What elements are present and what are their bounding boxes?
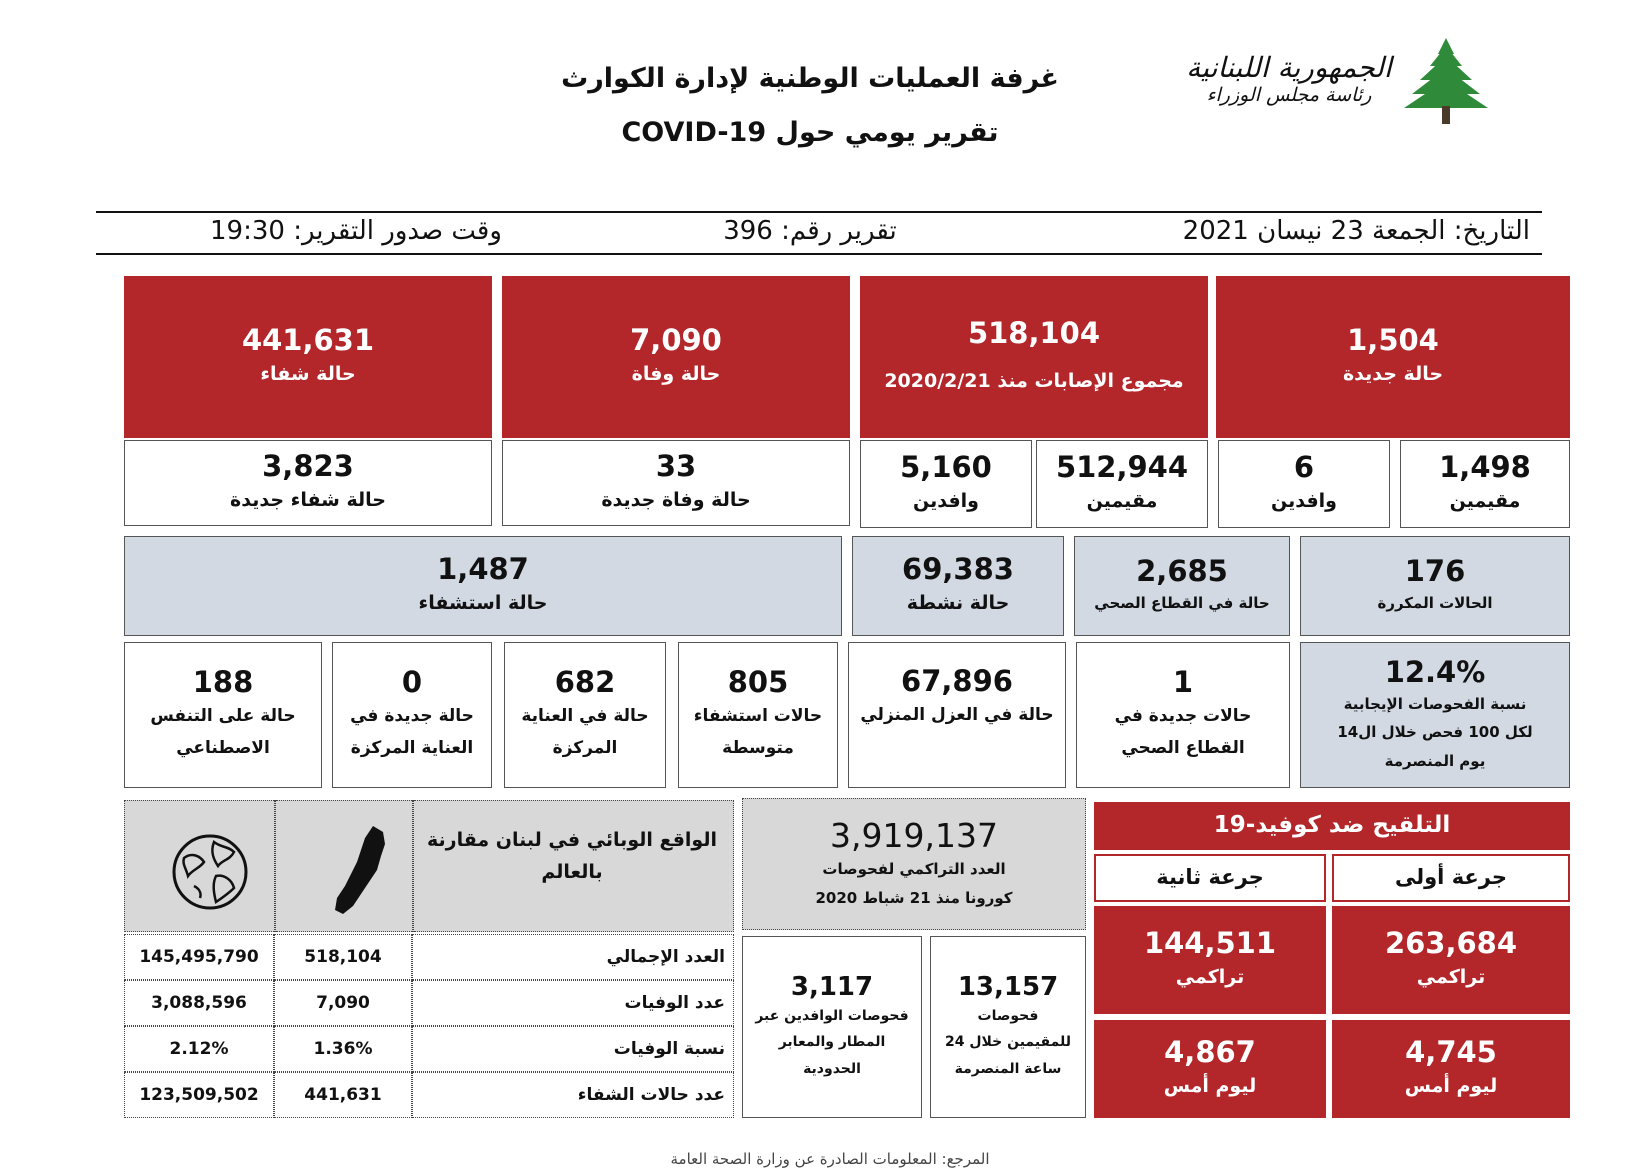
ventilator-line1: حالة على التنفس (150, 706, 296, 727)
new-recovered-label: حالة شفاء جديدة (230, 489, 386, 512)
new-deaths (502, 440, 850, 526)
home-isolation-value: 67,896 (901, 664, 1013, 699)
lebanon-total-cell: 518,104 (274, 934, 412, 980)
lebanon-mortality-cell: 1.36% (274, 1026, 412, 1072)
comparison-divider-1 (274, 800, 276, 932)
cedar-logo-icon (1398, 36, 1494, 128)
first-dose-yesterday (1332, 1020, 1570, 1118)
total-cases-value: 518,104 (967, 316, 1101, 351)
ventilator-value: 188 (192, 665, 254, 700)
hospitalized-value: 1,487 (437, 552, 529, 587)
new-icu-line1: حالة جديدة في (350, 706, 474, 727)
new-cases-arrivals-value: 6 (1293, 450, 1315, 485)
icu-cases (504, 642, 666, 788)
lebanon-deaths-cell: 7,090 (274, 980, 412, 1026)
repeated-cases-label: الحالات المكررة (1377, 594, 1493, 613)
deaths-value: 7,090 (630, 323, 722, 358)
arrival-tests-value: 3,117 (790, 971, 874, 1002)
emblem-text (1178, 36, 1400, 120)
hospitalized-label: حالة استشفاء (418, 592, 548, 615)
repeated-cases (1300, 536, 1570, 636)
row-label-total: العدد الإجمالي (412, 934, 734, 980)
health-sector-value: 2,685 (1136, 554, 1228, 589)
resident-tests-line1: فحوصات (977, 1007, 1039, 1024)
new-recovered (124, 440, 492, 526)
first-dose-header (1332, 854, 1570, 902)
health-sector-label: حالة في القطاع الصحي (1094, 594, 1270, 613)
first-dose-cumulative-value: 263,684 (1384, 926, 1518, 961)
comparison-heading-line2: بالعالم (541, 861, 603, 883)
new-icu-cases (332, 642, 492, 788)
home-isolation-line1: حالة في العزل المنزلي (860, 705, 1054, 726)
arrival-tests-line2: المطار والمعابر (778, 1034, 886, 1051)
emblem-line1: الجمهورية اللبنانية (1186, 50, 1392, 84)
world-total-cell: 145,495,790 (124, 934, 274, 980)
page-subtitle: تقرير يومي حول COVID-19 (621, 116, 999, 148)
cumulative-tests-line1: العدد التراكمي لفحوصات (822, 860, 1006, 879)
resident-tests (930, 936, 1086, 1118)
moderate-value: 805 (727, 665, 789, 700)
first-dose-cumulative-label: تراكمي (1416, 966, 1486, 989)
new-cases-arrivals-label: وافدين (1271, 490, 1337, 513)
total-cases-arrivals (860, 440, 1032, 528)
new-health-sector-line2: القطاع الصحي (1121, 738, 1245, 759)
report-time: وقت صدور التقرير: 19:30 (210, 216, 502, 246)
report-number: تقرير رقم: 396 (723, 216, 897, 246)
new-deaths-label: حالة وفاة جديدة (601, 489, 751, 512)
deaths-card (502, 276, 850, 438)
total-cases-residents (1036, 440, 1208, 528)
total-cases-arrivals-value: 5,160 (900, 450, 992, 485)
lebanon-map-icon (318, 822, 398, 918)
repeated-cases-value: 176 (1404, 554, 1466, 589)
info-bar-top-rule (96, 211, 1542, 213)
first-dose-yesterday-label: ليوم أمس (1404, 1075, 1498, 1098)
report-date: التاريخ: الجمعة 23 نيسان 2021 (1182, 216, 1530, 246)
icu-line1: حالة في العناية (521, 706, 649, 727)
new-recovered-value: 3,823 (262, 449, 354, 484)
arrival-tests-line1: فحوصات الوافدين عبر (755, 1007, 909, 1024)
first-dose-cumulative (1332, 906, 1570, 1014)
arrival-tests-line3: الحدودية (803, 1060, 861, 1077)
recovered-value: 441,631 (241, 323, 375, 358)
total-cases-residents-label: مقيمين (1086, 490, 1158, 513)
new-cases-arrivals (1218, 440, 1390, 528)
positivity-line2: لكل 100 فحص خلال ال14 (1337, 723, 1533, 742)
moderate-hospital (678, 642, 838, 788)
positivity-value: 12.4% (1384, 654, 1486, 689)
second-dose-cumulative-label: تراكمي (1175, 966, 1245, 989)
icu-line2: المركزة (552, 738, 618, 759)
positivity-line3: يوم المنصرمة (1384, 751, 1486, 770)
active-cases-value: 69,383 (902, 552, 1014, 587)
second-dose-cumulative-value: 144,511 (1143, 926, 1277, 961)
total-cases-card (860, 276, 1208, 438)
world-deaths-cell: 3,088,596 (124, 980, 274, 1026)
info-bar-bottom-rule (96, 253, 1542, 255)
moderate-line2: متوسطة (722, 738, 794, 759)
recovered-card (124, 276, 492, 438)
second-dose-yesterday-label: ليوم أمس (1163, 1075, 1257, 1098)
new-cases-label: حالة جديدة (1342, 363, 1444, 386)
arrival-tests (742, 936, 922, 1118)
row-label-mortality: نسبة الوفيات (412, 1026, 734, 1072)
cumulative-tests-line2: كورونا منذ 21 شباط 2020 (815, 888, 1013, 907)
total-cases-residents-value: 512,944 (1055, 450, 1189, 485)
first-dose-yesterday-value: 4,745 (1405, 1035, 1497, 1070)
world-mortality-cell: 2.12% (124, 1026, 274, 1072)
new-cases-card (1216, 276, 1570, 438)
new-icu-line2: العناية المركزة (350, 738, 474, 759)
second-dose-yesterday (1094, 1020, 1326, 1118)
new-deaths-value: 33 (655, 449, 697, 484)
second-dose-label: جرعة ثانية (1156, 865, 1264, 890)
icu-value: 682 (554, 665, 616, 700)
active-cases (852, 536, 1064, 636)
second-dose-yesterday-value: 4,867 (1164, 1035, 1256, 1070)
resident-tests-line2: للمقيمين خلال 24 (945, 1034, 1071, 1051)
second-dose-header (1094, 854, 1326, 902)
hospitalized-cases (124, 536, 842, 636)
new-health-sector-line1: حالات جديدة في (1114, 706, 1252, 727)
deaths-label: حالة وفاة (631, 363, 721, 386)
comparison-table (124, 934, 734, 1120)
table-row (124, 980, 734, 1026)
new-cases-value: 1,504 (1347, 323, 1439, 358)
page-title: غرفة العمليات الوطنية لإدارة الكوارث (561, 62, 1059, 94)
row-label-deaths: عدد الوفيات (412, 980, 734, 1026)
vaccination-title-text: التلقيح ضد كوفيد-19 (1213, 812, 1451, 839)
table-row (124, 1072, 734, 1118)
table-row (124, 1026, 734, 1072)
new-cases-residents-value: 1,498 (1439, 450, 1531, 485)
ventilator-cases (124, 642, 322, 788)
globe-icon (168, 830, 252, 914)
total-cases-arrivals-label: وافدين (913, 490, 979, 513)
cumulative-tests (742, 798, 1086, 930)
recovered-label: حالة شفاء (260, 363, 356, 386)
comparison-heading (414, 806, 730, 906)
cumulative-tests-value: 3,919,137 (830, 815, 998, 855)
comparison-heading-line1: الواقع الوبائي في لبنان مقارنة (427, 828, 717, 851)
lebanon-recovered-cell: 441,631 (274, 1072, 412, 1118)
resident-tests-line3: ساعة المنصرمة (954, 1060, 1062, 1077)
total-cases-label: مجموع الإصابات منذ 2020/2/21 (884, 370, 1184, 393)
positivity-line1: نسبة الفحوصات الإيجابية (1343, 694, 1527, 713)
ventilator-line2: الاصطناعي (176, 738, 270, 759)
health-sector-cases (1074, 536, 1290, 636)
new-health-sector-value: 1 (1172, 665, 1194, 700)
emblem-line2: رئاسة مجلس الوزراء (1206, 83, 1372, 106)
second-dose-cumulative (1094, 906, 1326, 1014)
moderate-line1: حالات استشفاء (693, 706, 823, 727)
new-icu-value: 0 (401, 665, 423, 700)
active-cases-label: حالة نشطة (906, 592, 1010, 615)
source-footnote: المرجع: المعلومات الصادرة عن وزارة الصحة العامة (670, 1150, 990, 1168)
first-dose-label: جرعة أولى (1395, 865, 1507, 890)
positivity-rate (1300, 642, 1570, 788)
new-cases-residents-label: مقيمين (1449, 490, 1521, 513)
table-row (124, 934, 734, 980)
row-label-recovered: عدد حالات الشفاء (412, 1072, 734, 1118)
home-isolation (848, 642, 1066, 788)
resident-tests-value: 13,157 (957, 971, 1059, 1002)
world-recovered-cell: 123,509,502 (124, 1072, 274, 1118)
vaccination-title (1094, 802, 1570, 850)
new-health-sector (1076, 642, 1290, 788)
new-cases-residents (1400, 440, 1570, 528)
